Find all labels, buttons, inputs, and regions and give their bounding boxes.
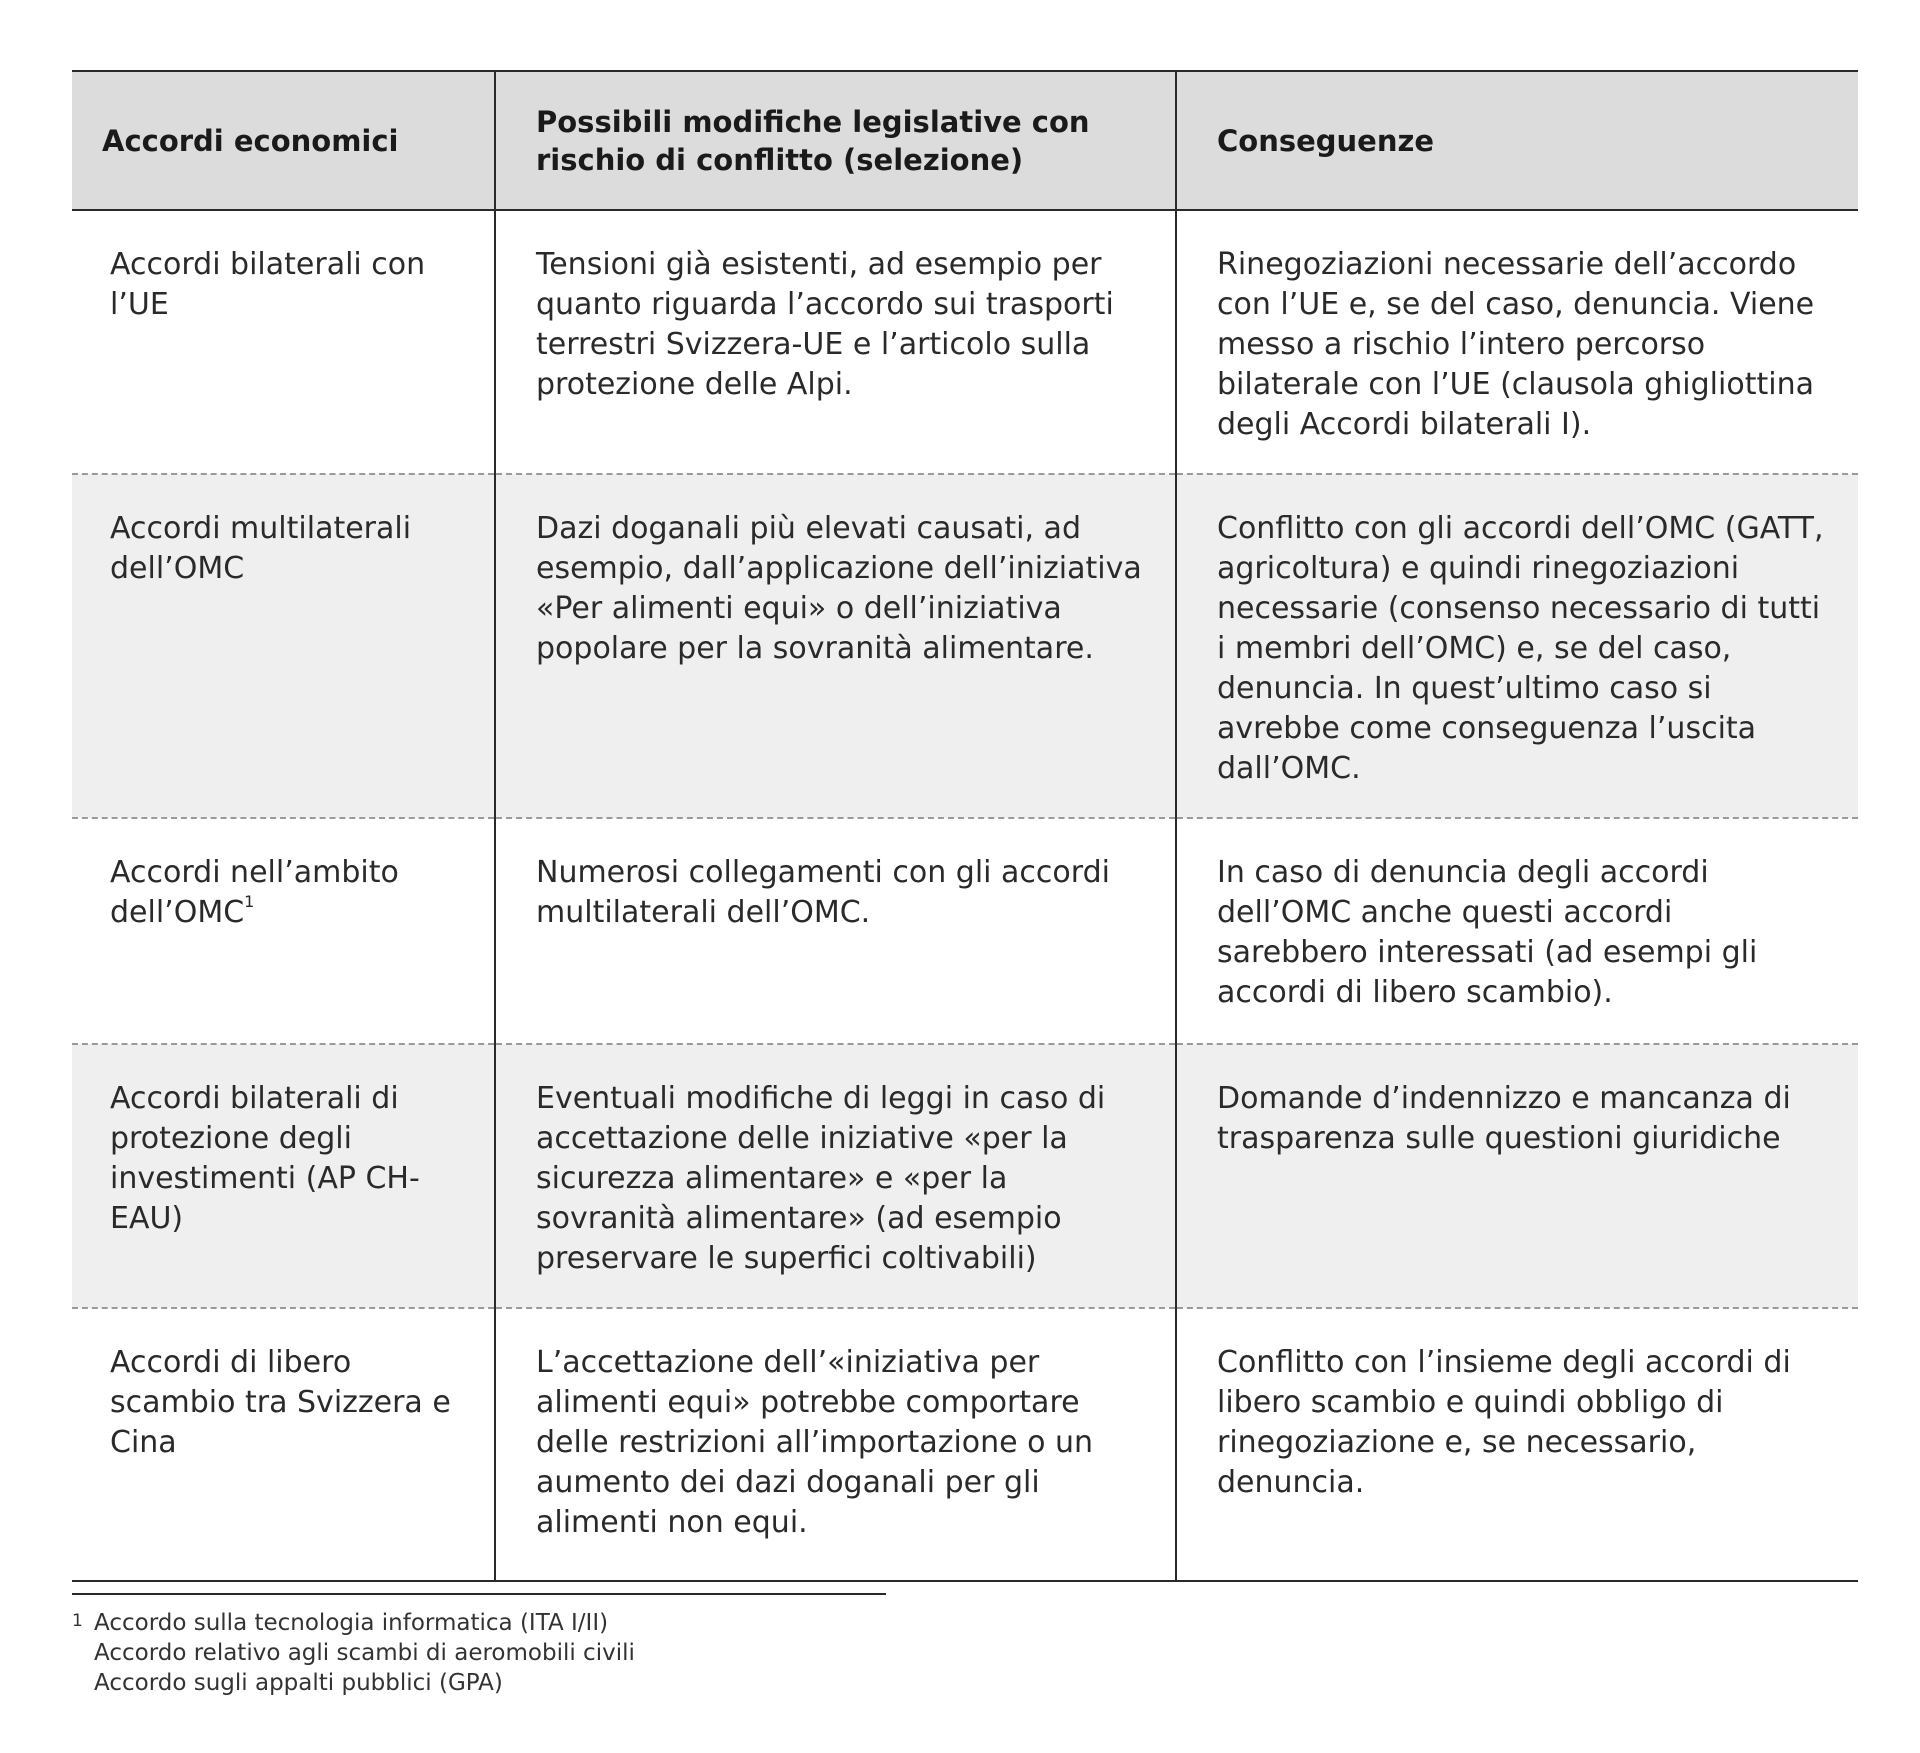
table-body [72,210,1858,1581]
header-agreements: Accordi economici [72,71,495,210]
consequences-cell: Conflitto con l’insieme degli accordi di libero scambio e quindi obbligo di rinegoziazione e, se necessario, denuncia. [1176,1308,1858,1581]
agreements-table-container [72,70,1858,1582]
table-header [72,71,1858,210]
changes-cell: Numerosi collegamenti con gli accordi multilaterali dell’OMC. [495,818,1176,1044]
table-row [72,1044,1858,1308]
agreement-text: Accordi bilaterali di protezione degli investimenti (AP CH-EAU) [110,1081,420,1236]
agreement-text: Accordi multilaterali dell’OMC [110,511,412,586]
header-row [72,71,1858,210]
changes-cell: Dazi doganali più elevati causati, ad esempio, dall’applicazione dell’iniziativa «Per alimenti equi» o dell’iniziativa popolare per la sovranità alimentare. [495,474,1176,818]
agreement-cell [72,818,495,1044]
agreement-text: Accordi di libero scambio tra Svizzera e Cina [110,1345,451,1460]
table-row [72,1308,1858,1581]
header-consequences: Conseguenze [1176,71,1858,210]
changes-cell: Tensioni già esistenti, ad esempio per quanto riguarda l’accordo sui trasporti terrestri Svizzera-UE e l’articolo sulla protezione delle Alpi. [495,210,1176,474]
footnote-lines [94,1608,972,1698]
table-row [72,474,1858,818]
agreement-text: Accordi nell’ambito dell’OMC [110,855,399,930]
footnote-line: Accordo relativo agli scambi di aeromobili civili [94,1640,635,1666]
agreements-table [72,70,1858,1582]
agreement-cell [72,474,495,818]
footnote [72,1608,972,1698]
consequences-cell: Domande d’indennizzo e mancanza di trasparenza sulle questioni giuridiche [1176,1044,1858,1308]
table-row [72,818,1858,1044]
consequences-cell: Conflitto con gli accordi dell’OMC (GATT, agricoltura) e quindi rinegoziazioni necessarie (consenso necessario di tutti i membri dell’OMC) e, se del caso, denuncia. In quest’ultimo caso si avrebbe come conseguenza l’uscita dall’OMC. [1176,474,1858,818]
agreement-cell [72,210,495,474]
table-row [72,210,1858,474]
agreement-text: Accordi bilaterali con l’UE [110,247,426,322]
consequences-cell: In caso di denuncia degli accordi dell’OMC anche questi accordi sarebbero interessati (ad esempi gli accordi di libero scambio). [1176,818,1858,1044]
footnote-line: Accordo sugli appalti pubblici (GPA) [94,1670,503,1696]
footnote-line: Accordo sulla tecnologia informatica (ITA I/II) [94,1610,609,1636]
changes-cell: L’accettazione dell’«iniziativa per alimenti equi» potrebbe comportare delle restrizioni all’importazione o un aumento dei dazi doganali per gli alimenti non equi. [495,1308,1176,1581]
header-legislative-changes: Possibili modifiche legislative con rischio di conflitto (selezione) [495,71,1176,210]
agreement-cell [72,1044,495,1308]
changes-cell: Eventuali modifiche di leggi in caso di accettazione delle iniziative «per la sicurezza alimentare» e «per la sovranità alimentare» (ad esempio preservare le superfici coltivabili) [495,1044,1176,1308]
agreement-cell [72,1308,495,1581]
consequences-cell: Rinegoziazioni necessarie dell’accordo con l’UE e, se del caso, denuncia. Viene messo a rischio l’intero percorso bilaterale con l’UE (clausola ghigliottina degli Accordi bilaterali I). [1176,210,1858,474]
footnote-marker: 1 [72,1611,83,1631]
footnote-reference: 1 [244,892,255,911]
footnote-divider [72,1593,886,1595]
